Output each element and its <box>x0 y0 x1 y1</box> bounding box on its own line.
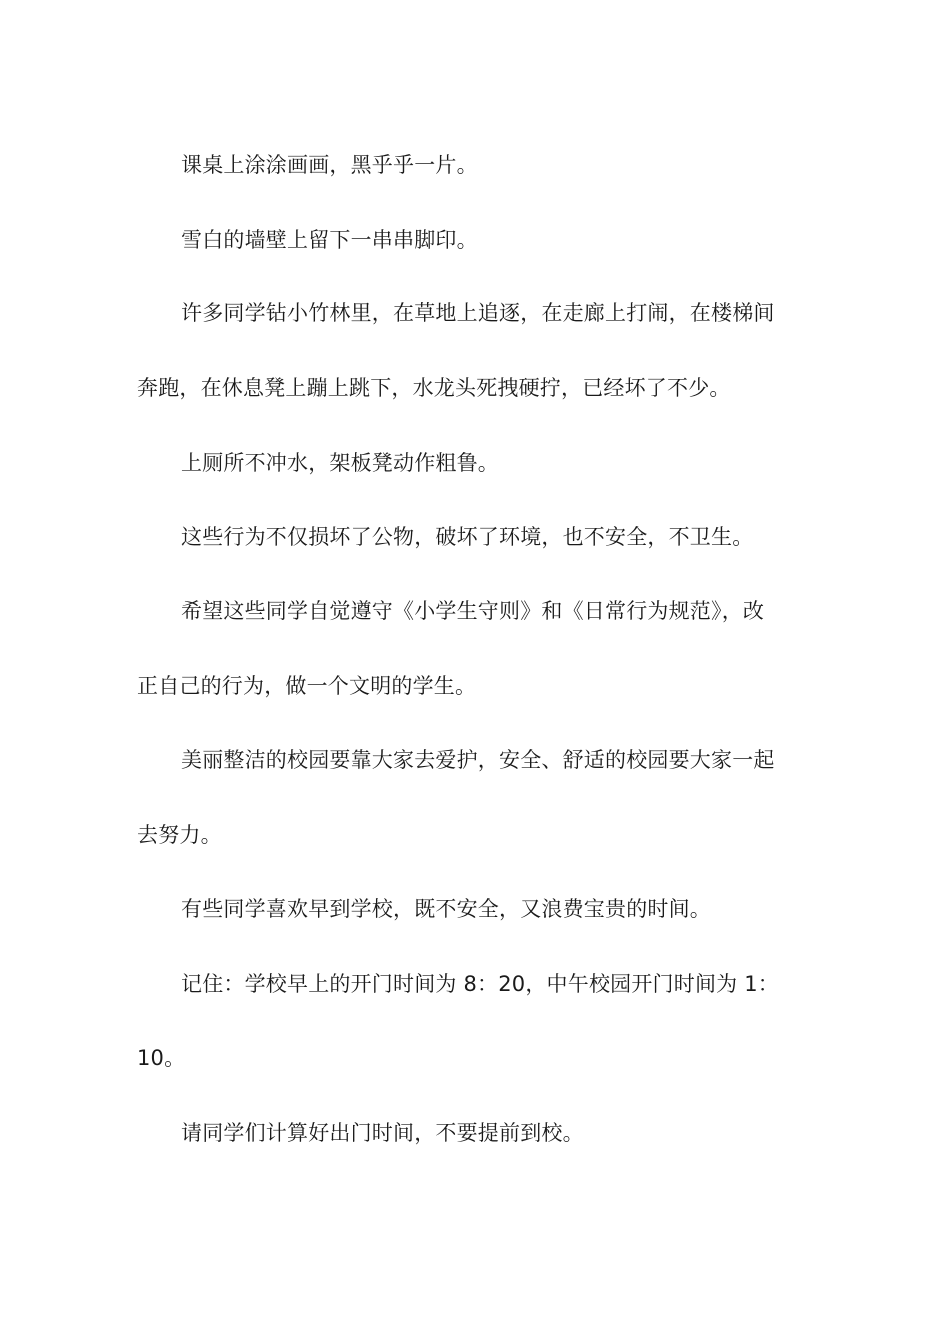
paragraph-line: 许多同学钻小竹林里，在草地上追逐，在走廊上打闹，在楼梯间 <box>181 301 775 325</box>
paragraph-line: 上厕所不冲水，架板凳动作粗鲁。 <box>181 451 499 475</box>
paragraph-line: 奔跑，在休息凳上蹦上跳下，水龙头死拽硬拧，已经坏了不少。 <box>137 376 731 400</box>
paragraph-line: 记住：学校早上的开门时间为 8：20，中午校园开门时间为 1： <box>181 972 779 996</box>
paragraph-line: 希望这些同学自觉遵守《小学生守则》和《日常行为规范》，改 <box>181 599 765 623</box>
paragraph-line: 正自己的行为，做一个文明的学生。 <box>137 674 477 698</box>
paragraph-line: 去努力。 <box>137 823 222 847</box>
paragraph-line: 10。 <box>137 1046 186 1070</box>
paragraph-line: 课桌上涂涂画画，黑乎乎一片。 <box>181 153 478 177</box>
paragraph-line: 这些行为不仅损坏了公物，破坏了环境，也不安全，不卫生。 <box>181 525 754 549</box>
paragraph-line: 请同学们计算好出门时间，不要提前到校。 <box>181 1121 584 1145</box>
paragraph-line: 美丽整洁的校园要靠大家去爱护，安全、舒适的校园要大家一起 <box>181 748 775 772</box>
paragraph-line: 有些同学喜欢早到学校，既不安全，又浪费宝贵的时间。 <box>181 897 711 921</box>
paragraph-line: 雪白的墙壁上留下一串串脚印。 <box>181 228 478 252</box>
